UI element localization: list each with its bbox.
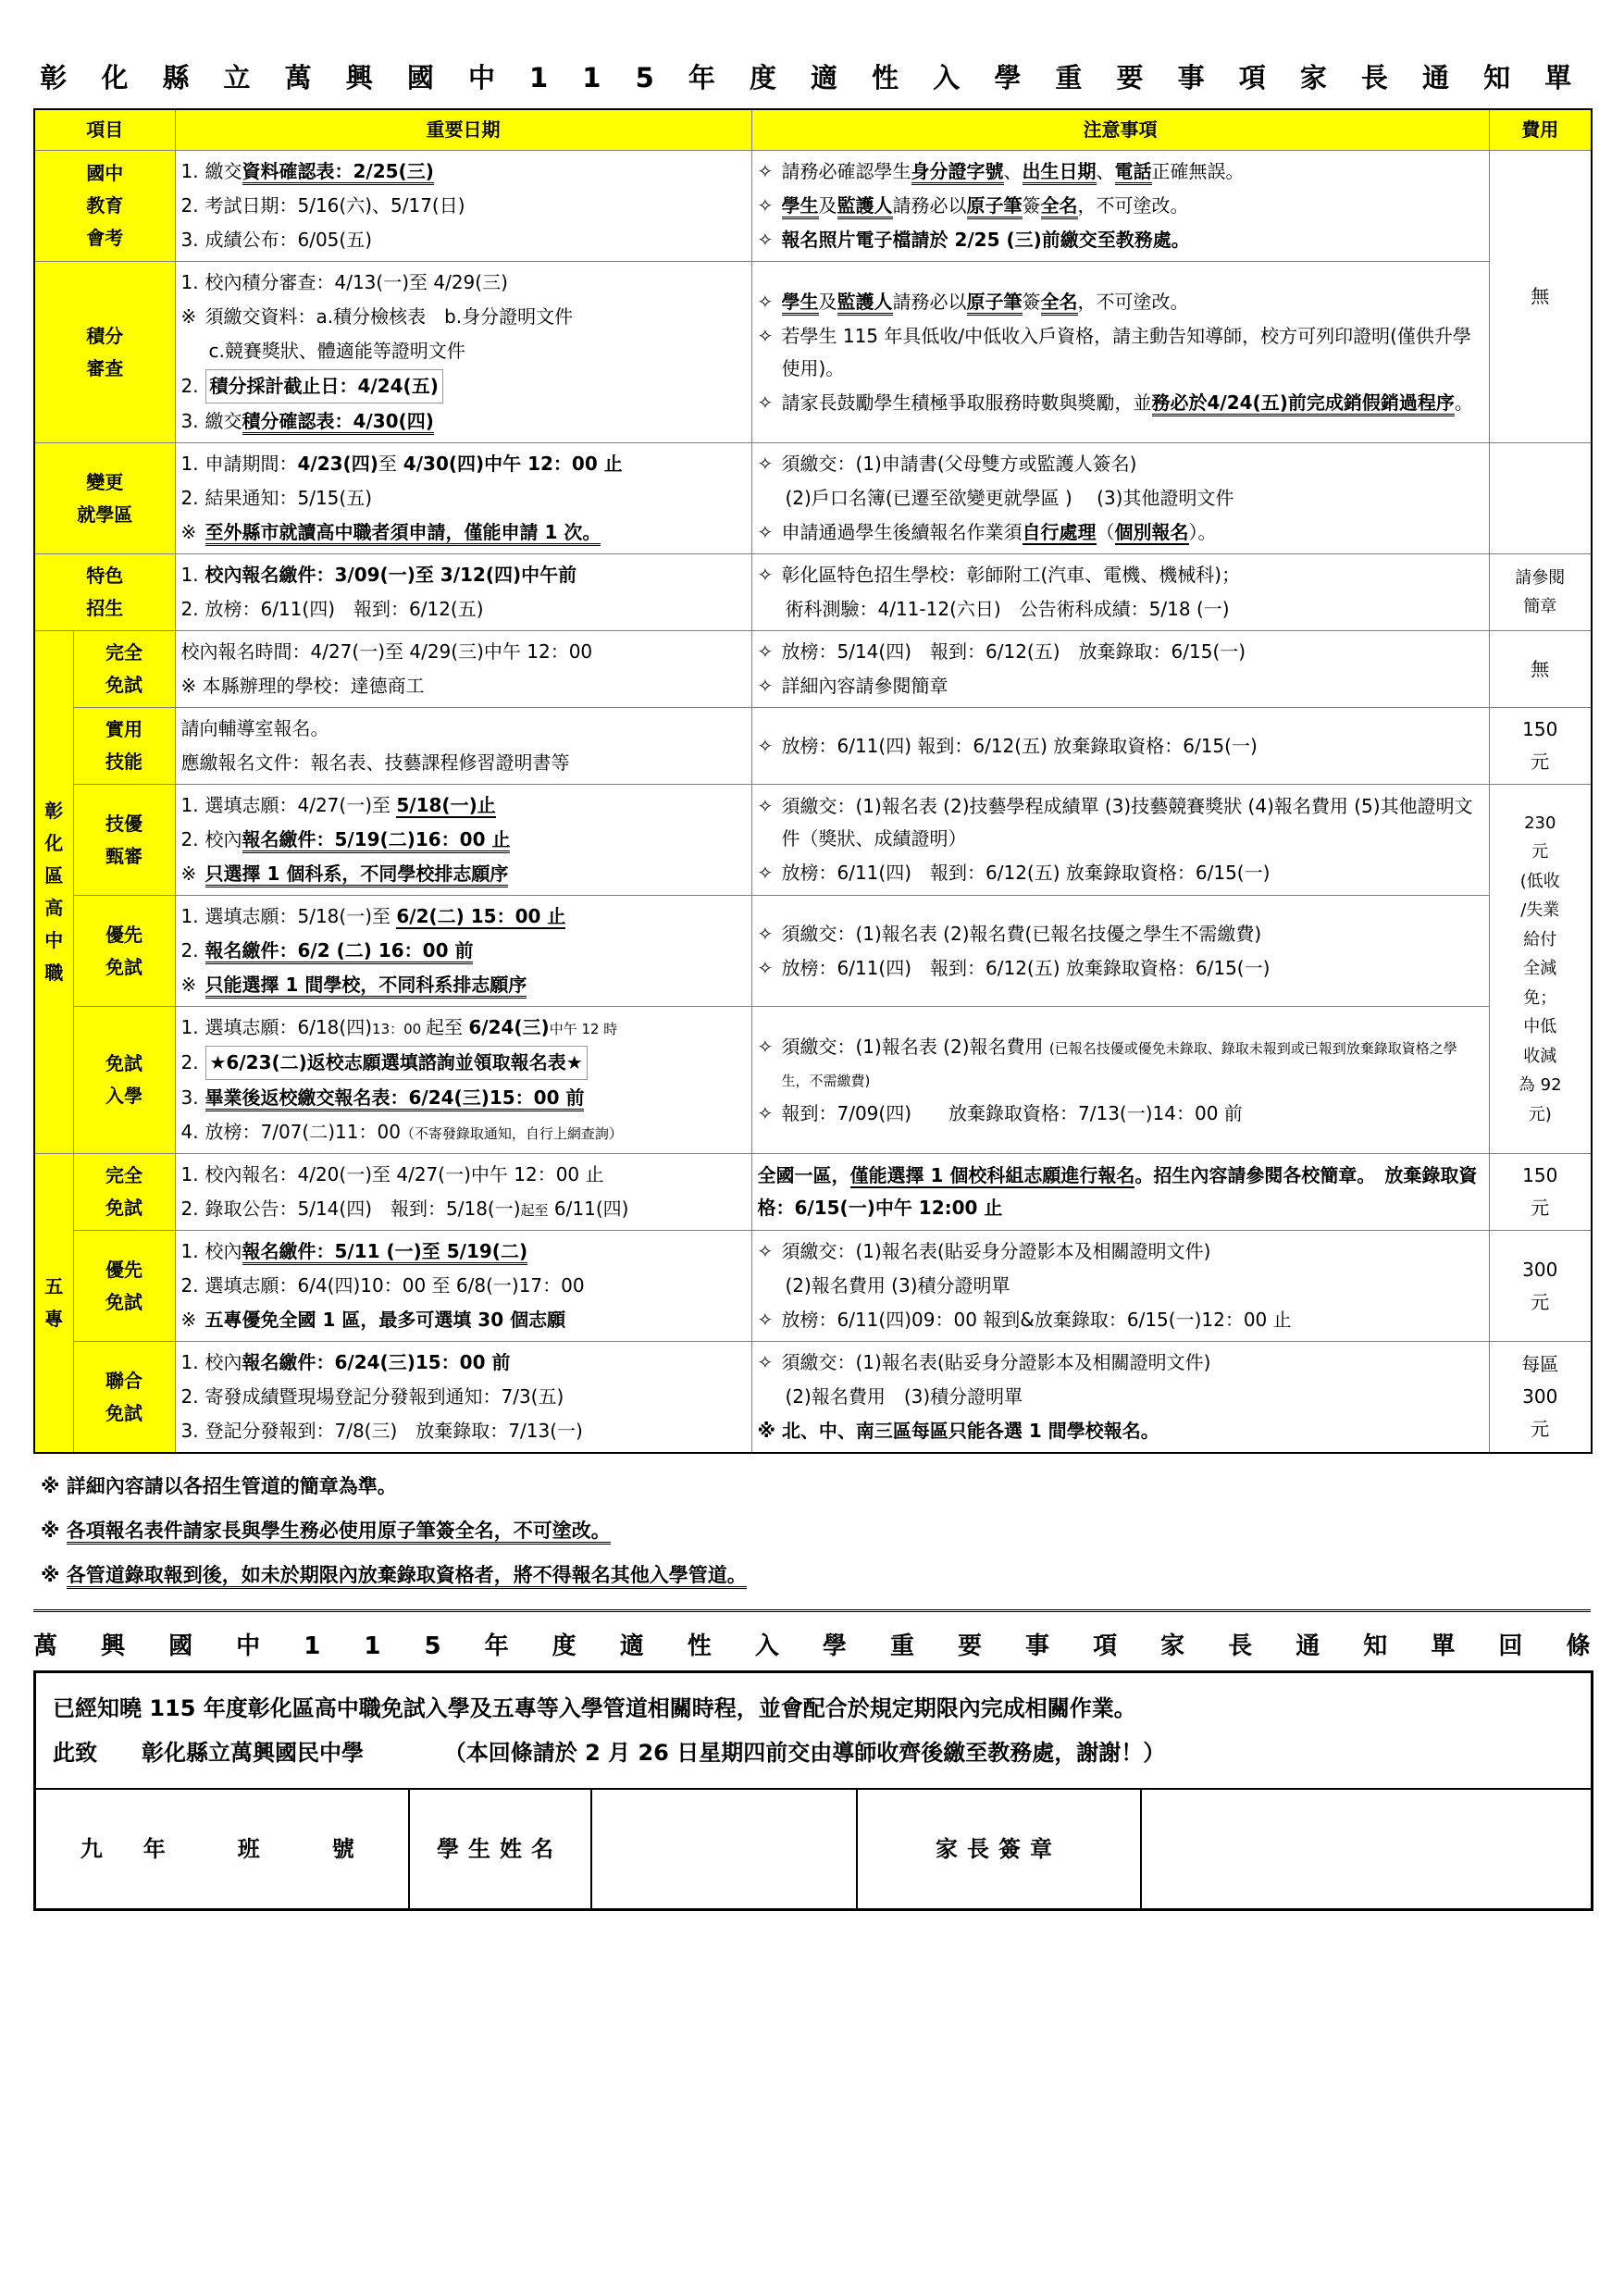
dates-score: 1. 校內積分審查：4/13(一)至 4/29(三) ※ 須繳交資料：a.積分檢核表 b.身分證明文件 c.競賽獎狀、體適能等證明文件 2. 積分採計截止日：4/24(五) 3. 繳交積分確認表：4/30(四) xyxy=(175,262,751,443)
fee-wz-joint: 每區 300 元 xyxy=(1489,1342,1592,1454)
subcategory-hs-full: 完全 免試 xyxy=(73,631,175,708)
col-header-fee: 費用 xyxy=(1489,109,1592,151)
table-row-featured xyxy=(34,554,1592,631)
table-row-change xyxy=(34,443,1592,554)
dates-hs-practical: 請向輔導室報名。 應繳報名文件：報名表、技藝課程修習證明書等 xyxy=(175,708,751,785)
subcategory-hs-skill: 技優 甄審 xyxy=(73,785,175,896)
table-row-score xyxy=(34,262,1592,443)
dates-wz-full: 1. 校內報名：4/20(一)至 4/27(一)中午 12：00 止 2. 錄取公告：5/14(四) 報到：5/18(一)起至 6/11(四) xyxy=(175,1154,751,1231)
table-row-hs-practical xyxy=(34,708,1592,785)
dates-change: 1. 申請期間：4/23(四)至 4/30(四)中午 12：00 止 2. 結果通知：5/15(五) ※ 至外縣市就讀高中職者須申請，僅能申請 1 次。 xyxy=(175,443,751,554)
table-row-wz-full xyxy=(34,1154,1592,1231)
category-hs-group: 彰 化 區 高 中 職 xyxy=(34,631,73,1154)
col-header-item: 項目 xyxy=(34,109,175,151)
fee-exam-score: 無 xyxy=(1489,151,1592,443)
dates-exam: 1. 繳交資料確認表：2/25(三) 2. 考試日期：5/16(六)、5/17(日) 3. 成績公布：6/05(五) xyxy=(175,151,751,262)
subcategory-hs-practical: 實用 技能 xyxy=(73,708,175,785)
dates-wz-priority: 1. 校內報名繳件：5/11 (一)至 5/19(二) 2. 選填志願：6/4(四)10：00 至 6/8(一)17：00 ※ 五專優免全國 1 區，最多可選填 30 個志願 xyxy=(175,1231,751,1342)
notes-hs-full: ✧ 放榜：5/14(四) 報到：6/12(五) 放棄錄取：6/15(一) ✧ 詳細內容請參閱簡章 xyxy=(751,631,1489,708)
footnotes xyxy=(33,1454,1591,1596)
notes-hs-skill: ✧ 須繳交：(1)報名表 (2)技藝學程成績單 (3)技藝競賽獎狀 (4)報名費用 (5)其他證明文件（獎狀、成績證明） ✧ 放榜：6/11(四) 報到：6/12(五) 放棄錄取資格：6/15(一) xyxy=(751,785,1489,896)
reply-title: 萬 興 國 中 1 1 5 年 度 適 性 入 學 重 要 事 項 家 長 通 知 單 回 條 xyxy=(33,1632,1608,1660)
notes-hs-priority: ✧ 須繳交：(1)報名表 (2)報名費(已報名技優之學生不需繳費) ✧ 放榜：6/11(四) 報到：6/12(五) 放棄錄取資格：6/15(一) xyxy=(751,896,1489,1007)
fee-hs-skill: 230 元 (低收 /失業 給付 全減 免； 中低 收減 為 92 元) xyxy=(1489,785,1592,1154)
category-wz-group: 五 專 xyxy=(34,1154,73,1454)
table-row-hs-exempt xyxy=(34,1007,1592,1154)
field-grade-class-number: 九 年 班 號 xyxy=(35,1789,409,1910)
subcategory-wz-priority: 優先 免試 xyxy=(73,1231,175,1342)
dates-hs-full: 校內報名時間：4/27(一)至 4/29(三)中午 12：00 ※ 本縣辦理的學校：達德商工 xyxy=(175,631,751,708)
notes-change: ✧ 須繳交：(1)申請書(父母雙方或監護人簽名) (2)戶口名簿(已遷至欲變更就學區 ) (3)其他證明文件 ✧ 申請通過學生後續報名作業須自行處理（個別報名）。 xyxy=(751,443,1489,554)
subcategory-hs-priority: 優先 免試 xyxy=(73,896,175,1007)
col-header-notes: 注意事項 xyxy=(751,109,1489,151)
reply-line-1: 已經知曉 115 年度彰化區高中職免試入學及五專等入學管道相關時程，並會配合於規定期限內完成相關作業。 xyxy=(53,1695,1136,1721)
reply-body xyxy=(35,1672,1593,1790)
table-row-exam xyxy=(34,151,1592,262)
dates-featured: 1. 校內報名繳件：3/09(一)至 3/12(四)中午前 2. 放榜：6/11(四) 報到：6/12(五) xyxy=(175,554,751,631)
dates-hs-exempt: 1. 選填志願：6/18(四)13：00 起至 6/24(三)中午 12 時 2. ★6/23(二)返校志願選填諮詢並領取報名表★ 3. 畢業後返校繳交報名表：6/24(三)15：00 前 4. 放榜：7/07(二)11：00（不寄發錄取通知，自行上網查詢） xyxy=(175,1007,751,1154)
table-row-wz-priority xyxy=(34,1231,1592,1342)
footnote-1: ※ 詳細內容請以各招生管道的簡章為準。 xyxy=(41,1475,397,1497)
dates-wz-joint: 1. 校內報名繳件：6/24(三)15：00 前 2. 寄發成績暨現場登記分發報到通知：7/3(五) 3. 登記分發報到：7/8(三) 放棄錄取：7/13(一) xyxy=(175,1342,751,1454)
subcategory-hs-exempt: 免試 入學 xyxy=(73,1007,175,1154)
table-row-hs-full xyxy=(34,631,1592,708)
footnote-3: ※ 各管道錄取報到後，如未於期限內放棄錄取資格者，將不得報名其他入學管道。 xyxy=(33,1552,1591,1596)
fee-wz-priority: 300 元 xyxy=(1489,1231,1592,1342)
input-student-name[interactable] xyxy=(591,1789,857,1910)
table-row-wz-joint xyxy=(34,1342,1592,1454)
footnote-2: ※ 各項報名表件請家長與學生務必使用原子筆簽全名，不可塗改。 xyxy=(33,1508,1591,1552)
reply-line-2 xyxy=(53,1731,1574,1775)
fee-wz-full: 150 元 xyxy=(1489,1154,1592,1231)
notes-exam: ✧ 請務必確認學生身分證字號、出生日期、電話正確無誤。 ✧ 學生及監護人請務必以原子筆簽全名，不可塗改。 ✧ 報名照片電子檔請於 2/25 (三)前繳交至教務處。 xyxy=(751,151,1489,262)
category-featured: 特色 招生 xyxy=(34,554,175,631)
notes-hs-practical: ✧ 放榜：6/11(四) 報到：6/12(五) 放棄錄取資格：6/15(一) xyxy=(751,708,1489,785)
dates-hs-priority: 1. 選填志願：5/18(一)至 6/2(二) 15：00 止 2. 報名繳件：6/2 (二) 16：00 前 ※ 只能選擇 1 間學校，不同科系排志願序 xyxy=(175,896,751,1007)
reply-deadline: （本回條請於 2 月 26 日星期四前交由導師收齊後繳至教務處，謝謝！） xyxy=(443,1740,1166,1766)
fee-hs-full: 無 xyxy=(1489,631,1592,708)
table-row-hs-skill xyxy=(34,785,1592,896)
fee-featured: 請參閱 簡章 xyxy=(1489,554,1592,631)
notes-hs-exempt: ✧ 須繳交：(1)報名表 (2)報名費用 (已報名技優或優免未錄取、錄取未報到或已報到放棄錄取資格之學生，不需繳費) ✧ 報到：7/09(四) 放棄錄取資格：7/13(一)14：00 前 xyxy=(751,1007,1489,1154)
label-parent-signature: 家長簽章 xyxy=(857,1789,1141,1910)
reply-signature-row xyxy=(35,1789,1593,1910)
category-change: 變更 就學區 xyxy=(34,443,175,554)
subcategory-wz-joint: 聯合 免試 xyxy=(73,1342,175,1454)
reply-slip-table xyxy=(33,1670,1593,1911)
label-student-name: 學生姓名 xyxy=(409,1789,591,1910)
fee-change xyxy=(1489,443,1592,554)
reply-body-row xyxy=(35,1672,1593,1790)
col-header-dates: 重要日期 xyxy=(175,109,751,151)
input-parent-signature[interactable] xyxy=(1141,1789,1593,1910)
subcategory-wz-full: 完全 免試 xyxy=(73,1154,175,1231)
category-exam: 國中 教育 會考 xyxy=(34,151,175,262)
page-title: 彰 化 縣 立 萬 興 國 中 1 1 5 年 度 適 性 入 學 重 要 事 項 家 長 通 知 單 xyxy=(40,62,1584,93)
notes-score: ✧ 學生及監護人請務必以原子筆簽全名，不可塗改。 ✧ 若學生 115 年具低收/中低收入戶資格，請主動告知導師，校方可列印證明(僅供升學使用)。 ✧ 請家長鼓勵學生積極爭取服務時數與獎勵，並務必於4/24(五)前完成銷假銷過程序。 xyxy=(751,262,1489,443)
admission-schedule-table xyxy=(33,108,1593,1454)
reply-addressee: 此致 彰化縣立萬興國民中學 xyxy=(53,1740,364,1766)
notes-featured: ✧ 彰化區特色招生學校：彰師附工(汽車、電機、機械科)； 術科測驗：4/11-12(六日) 公告術科成績：5/18 (一) xyxy=(751,554,1489,631)
fee-hs-practical: 150 元 xyxy=(1489,708,1592,785)
notes-wz-joint: ✧ 須繳交：(1)報名表(貼妥身分證影本及相關證明文件) (2)報名費用 (3)積分證明單 ※ 北、中、南三區每區只能各選 1 間學校報名。 xyxy=(751,1342,1489,1454)
table-row-hs-priority xyxy=(34,896,1592,1007)
notes-wz-full: 全國一區，僅能選擇 1 個校科組志願進行報名。招生內容請參閱各校簡章。 放棄錄取資格：6/15(一)中午 12:00 止 xyxy=(751,1154,1489,1231)
dates-hs-skill: 1. 選填志願：4/27(一)至 5/18(一)止 2. 校內報名繳件：5/19(二)16：00 止 ※ 只選擇 1 個科系，不同學校排志願序 xyxy=(175,785,751,896)
category-score: 積分 審查 xyxy=(34,262,175,443)
notes-wz-priority: ✧ 須繳交：(1)報名表(貼妥身分證影本及相關證明文件) (2)報名費用 (3)積分證明單 ✧ 放榜：6/11(四)09：00 報到&放棄錄取：6/15(一)12：00 止 xyxy=(751,1231,1489,1342)
table-header-row xyxy=(34,109,1592,151)
